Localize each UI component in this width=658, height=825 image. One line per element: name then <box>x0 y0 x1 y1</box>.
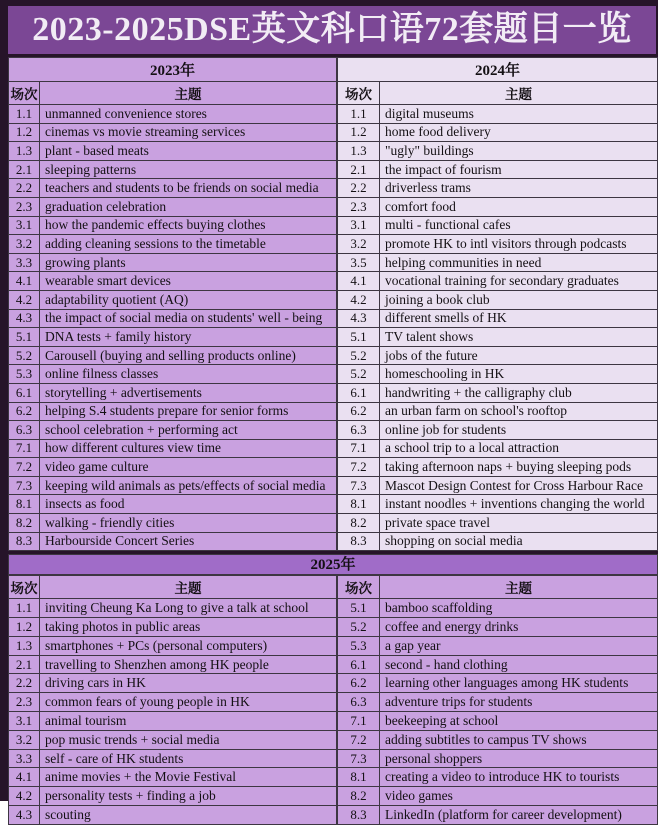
topic-cell: instant noodles + inventions changing the world <box>380 495 658 514</box>
topic-cell: adaptability quotient (AQ) <box>40 290 337 309</box>
topic-cell: online job for students <box>380 421 658 440</box>
session-cell: 8.1 <box>9 495 40 514</box>
session-cell: 7.3 <box>338 749 380 768</box>
topic-cell: walking - friendly cities <box>40 514 337 533</box>
column-header-session: 场次 <box>338 82 380 105</box>
session-cell: 7.1 <box>338 712 380 731</box>
topic-cell: digital museums <box>380 105 658 124</box>
topic-cell: scouting <box>40 806 337 825</box>
session-cell: 2.2 <box>338 179 380 198</box>
topic-cell: personality tests + finding a job <box>40 787 337 806</box>
topic-cell: wearable smart devices <box>40 272 337 291</box>
session-cell: 8.1 <box>338 495 380 514</box>
table-row <box>338 197 658 216</box>
table-row <box>9 514 337 533</box>
topic-cell: private space travel <box>380 514 658 533</box>
table-row <box>338 618 658 637</box>
session-cell: 3.1 <box>9 216 40 235</box>
table-2025-right <box>337 575 658 825</box>
table-row <box>338 787 658 806</box>
table-row <box>9 309 337 328</box>
session-cell: 8.2 <box>9 514 40 533</box>
topic-cell: animal tourism <box>40 712 337 731</box>
topic-cell: keeping wild animals as pets/effects of social media <box>40 476 337 495</box>
topic-cell: handwriting + the calligraphy club <box>380 383 658 402</box>
session-cell: 1.1 <box>338 105 380 124</box>
session-cell: 4.1 <box>9 272 40 291</box>
session-cell: 4.2 <box>9 290 40 309</box>
table-row <box>338 421 658 440</box>
topic-cell: shopping on social media <box>380 532 658 551</box>
table-row <box>338 402 658 421</box>
topic-cell: homeschooling in HK <box>380 365 658 384</box>
topic-cell: helping S.4 students prepare for senior forms <box>40 402 337 421</box>
session-cell: 7.2 <box>338 730 380 749</box>
session-cell: 5.1 <box>338 599 380 618</box>
topic-cell: creating a video to introduce HK to tourists <box>380 768 658 787</box>
topic-cell: an urban farm on school's rooftop <box>380 402 658 421</box>
table-row <box>9 179 337 198</box>
session-cell: 5.2 <box>9 346 40 365</box>
table-2023 <box>8 57 337 551</box>
session-cell: 2.3 <box>9 693 40 712</box>
session-cell: 7.2 <box>338 458 380 477</box>
topic-cell: anime movies + the Movie Festival <box>40 768 337 787</box>
table-row <box>338 253 658 272</box>
table-row <box>338 806 658 825</box>
session-cell: 3.2 <box>9 730 40 749</box>
session-cell: 3.5 <box>338 253 380 272</box>
table-row <box>338 328 658 347</box>
table-row <box>338 458 658 477</box>
session-cell: 4.3 <box>9 806 40 825</box>
topic-cell: second - hand clothing <box>380 655 658 674</box>
session-cell: 3.1 <box>9 712 40 731</box>
topic-cell: insects as food <box>40 495 337 514</box>
topic-cell: a gap year <box>380 636 658 655</box>
table-row <box>9 383 337 402</box>
column-header-topic: 主题 <box>380 576 658 599</box>
table-row <box>338 123 658 142</box>
table-row <box>338 365 658 384</box>
column-header-session: 场次 <box>9 576 40 599</box>
session-cell: 2.3 <box>9 197 40 216</box>
session-cell: 6.2 <box>338 674 380 693</box>
table-row <box>9 365 337 384</box>
session-cell: 5.1 <box>338 328 380 347</box>
table-row <box>9 160 337 179</box>
topic-cell: Harbourside Concert Series <box>40 532 337 551</box>
session-cell: 4.3 <box>9 309 40 328</box>
topic-cell: adding cleaning sessions to the timetable <box>40 235 337 254</box>
session-cell: 2.1 <box>9 655 40 674</box>
table-row <box>9 768 337 787</box>
topic-cell: adventure trips for students <box>380 693 658 712</box>
session-cell: 5.2 <box>338 618 380 637</box>
topic-cell: school celebration + performing act <box>40 421 337 440</box>
table-row <box>9 618 337 637</box>
topic-cell: cinemas vs movie streaming services <box>40 123 337 142</box>
session-cell: 1.2 <box>9 123 40 142</box>
topic-cell: "ugly" buildings <box>380 142 658 161</box>
table-row <box>338 749 658 768</box>
session-cell: 8.3 <box>338 532 380 551</box>
table-row <box>338 160 658 179</box>
table-row <box>338 290 658 309</box>
table-row <box>9 693 337 712</box>
topic-cell: Mascot Design Contest for Cross Harbour Race <box>380 476 658 495</box>
table-row <box>338 272 658 291</box>
table-row <box>9 346 337 365</box>
table-row <box>338 105 658 124</box>
session-cell: 3.2 <box>338 235 380 254</box>
table-row <box>9 402 337 421</box>
column-header-topic: 主题 <box>40 576 337 599</box>
topic-cell: taking photos in public areas <box>40 618 337 637</box>
session-cell: 4.2 <box>338 290 380 309</box>
table-row <box>9 712 337 731</box>
table-row <box>338 693 658 712</box>
topic-cell: coffee and energy drinks <box>380 618 658 637</box>
table-row <box>338 346 658 365</box>
topic-cell: home food delivery <box>380 123 658 142</box>
session-cell: 5.1 <box>9 328 40 347</box>
session-cell: 2.2 <box>9 674 40 693</box>
topic-cell: taking afternoon naps + buying sleeping pods <box>380 458 658 477</box>
topic-cell: helping communities in need <box>380 253 658 272</box>
topic-cell: how the pandemic effects buying clothes <box>40 216 337 235</box>
page-title: 2023-2025DSE英文科口语72套题目一览 <box>8 6 656 54</box>
table-row <box>9 123 337 142</box>
topic-cell: driverless trams <box>380 179 658 198</box>
table-2024-body <box>338 105 658 551</box>
table-2025-left-body <box>9 599 337 825</box>
session-cell: 1.3 <box>338 142 380 161</box>
table-row <box>9 655 337 674</box>
topic-cell: video game culture <box>40 458 337 477</box>
topic-cell: DNA tests + family history <box>40 328 337 347</box>
session-cell: 6.3 <box>9 421 40 440</box>
table-row <box>9 674 337 693</box>
table-row <box>9 636 337 655</box>
session-cell: 2.2 <box>9 179 40 198</box>
table-row <box>338 142 658 161</box>
table-row <box>9 599 337 618</box>
table-row <box>9 458 337 477</box>
table-row <box>338 655 658 674</box>
session-cell: 2.3 <box>338 197 380 216</box>
topic-cell: how different cultures view time <box>40 439 337 458</box>
table-row <box>338 309 658 328</box>
topic-cell: pop music trends + social media <box>40 730 337 749</box>
session-cell: 3.1 <box>338 216 380 235</box>
topic-cell: personal shoppers <box>380 749 658 768</box>
table-row <box>9 216 337 235</box>
session-cell: 2.1 <box>338 160 380 179</box>
topic-cell: TV talent shows <box>380 328 658 347</box>
session-cell: 8.2 <box>338 514 380 533</box>
column-header-session: 场次 <box>9 82 40 105</box>
table-row <box>9 495 337 514</box>
session-cell: 6.1 <box>9 383 40 402</box>
session-cell: 7.1 <box>9 439 40 458</box>
topic-cell: LinkedIn (platform for career development) <box>380 806 658 825</box>
session-cell: 8.1 <box>338 768 380 787</box>
topic-cell: comfort food <box>380 197 658 216</box>
table-row <box>9 532 337 551</box>
topic-cell: unmanned convenience stores <box>40 105 337 124</box>
topic-cell: self - care of HK students <box>40 749 337 768</box>
session-cell: 6.3 <box>338 421 380 440</box>
table-2025-left <box>8 575 337 825</box>
table-2025-right-body <box>338 599 658 825</box>
table-row <box>338 179 658 198</box>
table-row <box>338 636 658 655</box>
topic-cell: learning other languages among HK students <box>380 674 658 693</box>
topic-cell: smartphones + PCs (personal computers) <box>40 636 337 655</box>
table-row <box>9 235 337 254</box>
topic-cell: sleeping patterns <box>40 160 337 179</box>
session-cell: 1.2 <box>338 123 380 142</box>
session-cell: 4.3 <box>338 309 380 328</box>
table-row <box>9 787 337 806</box>
session-cell: 6.2 <box>9 402 40 421</box>
table-row <box>9 806 337 825</box>
table-2025-year-header: 2025年 <box>8 554 658 575</box>
table-row <box>9 272 337 291</box>
session-cell: 4.1 <box>338 272 380 291</box>
table-row <box>338 599 658 618</box>
topic-cell: online filness classes <box>40 365 337 384</box>
table-row <box>9 142 337 161</box>
column-header-session: 场次 <box>338 576 380 599</box>
session-cell: 8.2 <box>338 787 380 806</box>
session-cell: 3.3 <box>9 253 40 272</box>
topic-cell: video games <box>380 787 658 806</box>
table-row <box>338 495 658 514</box>
topic-cell: beekeeping at school <box>380 712 658 731</box>
session-cell: 1.2 <box>9 618 40 637</box>
topic-cell: graduation celebration <box>40 197 337 216</box>
session-cell: 1.1 <box>9 105 40 124</box>
table-row <box>338 712 658 731</box>
topic-cell: vocational training for secondary graduates <box>380 272 658 291</box>
session-cell: 7.1 <box>338 439 380 458</box>
topic-cell: bamboo scaffolding <box>380 599 658 618</box>
bottom-year-tables <box>8 575 658 825</box>
topic-cell: multi - functional cafes <box>380 216 658 235</box>
topic-cell: a school trip to a local attraction <box>380 439 658 458</box>
session-cell: 3.3 <box>9 749 40 768</box>
session-cell: 8.3 <box>9 532 40 551</box>
table-2024-year-header: 2024年 <box>338 58 658 82</box>
session-cell: 7.3 <box>9 476 40 495</box>
table-row <box>9 421 337 440</box>
topic-cell: the impact of social media on students' well - being <box>40 309 337 328</box>
topic-cell: promote HK to intl visitors through podcasts <box>380 235 658 254</box>
topic-cell: travelling to Shenzhen among HK people <box>40 655 337 674</box>
table-row <box>338 216 658 235</box>
topic-cell: growing plants <box>40 253 337 272</box>
table-row <box>338 439 658 458</box>
topic-cell: Carousell (buying and selling products online) <box>40 346 337 365</box>
session-cell: 6.2 <box>338 402 380 421</box>
session-cell: 3.2 <box>9 235 40 254</box>
session-cell: 5.3 <box>9 365 40 384</box>
table-row <box>338 532 658 551</box>
table-row <box>9 476 337 495</box>
table-row <box>338 730 658 749</box>
session-cell: 7.2 <box>9 458 40 477</box>
session-cell: 1.3 <box>9 636 40 655</box>
table-2024 <box>337 57 658 551</box>
table-row <box>9 290 337 309</box>
table-row <box>338 674 658 693</box>
session-cell: 5.2 <box>338 365 380 384</box>
table-row <box>9 105 337 124</box>
topic-cell: common fears of young people in HK <box>40 693 337 712</box>
top-year-tables <box>8 57 658 551</box>
table-row <box>338 235 658 254</box>
session-cell: 5.3 <box>338 636 380 655</box>
column-header-topic: 主题 <box>380 82 658 105</box>
topic-cell: storytelling + advertisements <box>40 383 337 402</box>
table-2023-body <box>9 105 337 551</box>
session-cell: 6.1 <box>338 655 380 674</box>
table-row <box>9 730 337 749</box>
session-cell: 8.3 <box>338 806 380 825</box>
session-cell: 6.3 <box>338 693 380 712</box>
topic-cell: driving cars in HK <box>40 674 337 693</box>
session-cell: 4.2 <box>9 787 40 806</box>
table-row <box>9 749 337 768</box>
table-row <box>338 476 658 495</box>
session-cell: 1.1 <box>9 599 40 618</box>
table-row <box>9 197 337 216</box>
topic-cell: different smells of HK <box>380 309 658 328</box>
session-cell: 5.2 <box>338 346 380 365</box>
table-row <box>338 383 658 402</box>
topic-cell: joining a book club <box>380 290 658 309</box>
session-cell: 6.1 <box>338 383 380 402</box>
session-cell: 2.1 <box>9 160 40 179</box>
topic-cell: adding subtitles to campus TV shows <box>380 730 658 749</box>
table-row <box>9 328 337 347</box>
table-row <box>338 514 658 533</box>
table-2023-year-header: 2023年 <box>9 58 337 82</box>
session-cell: 7.3 <box>338 476 380 495</box>
topic-cell: plant - based meats <box>40 142 337 161</box>
table-row <box>9 439 337 458</box>
table-row <box>338 768 658 787</box>
table-row <box>9 253 337 272</box>
topic-cell: the impact of fourism <box>380 160 658 179</box>
topic-cell: jobs of the future <box>380 346 658 365</box>
column-header-topic: 主题 <box>40 82 337 105</box>
session-cell: 4.1 <box>9 768 40 787</box>
topic-cell: inviting Cheung Ka Long to give a talk at school <box>40 599 337 618</box>
session-cell: 1.3 <box>9 142 40 161</box>
topic-cell: teachers and students to be friends on social media <box>40 179 337 198</box>
